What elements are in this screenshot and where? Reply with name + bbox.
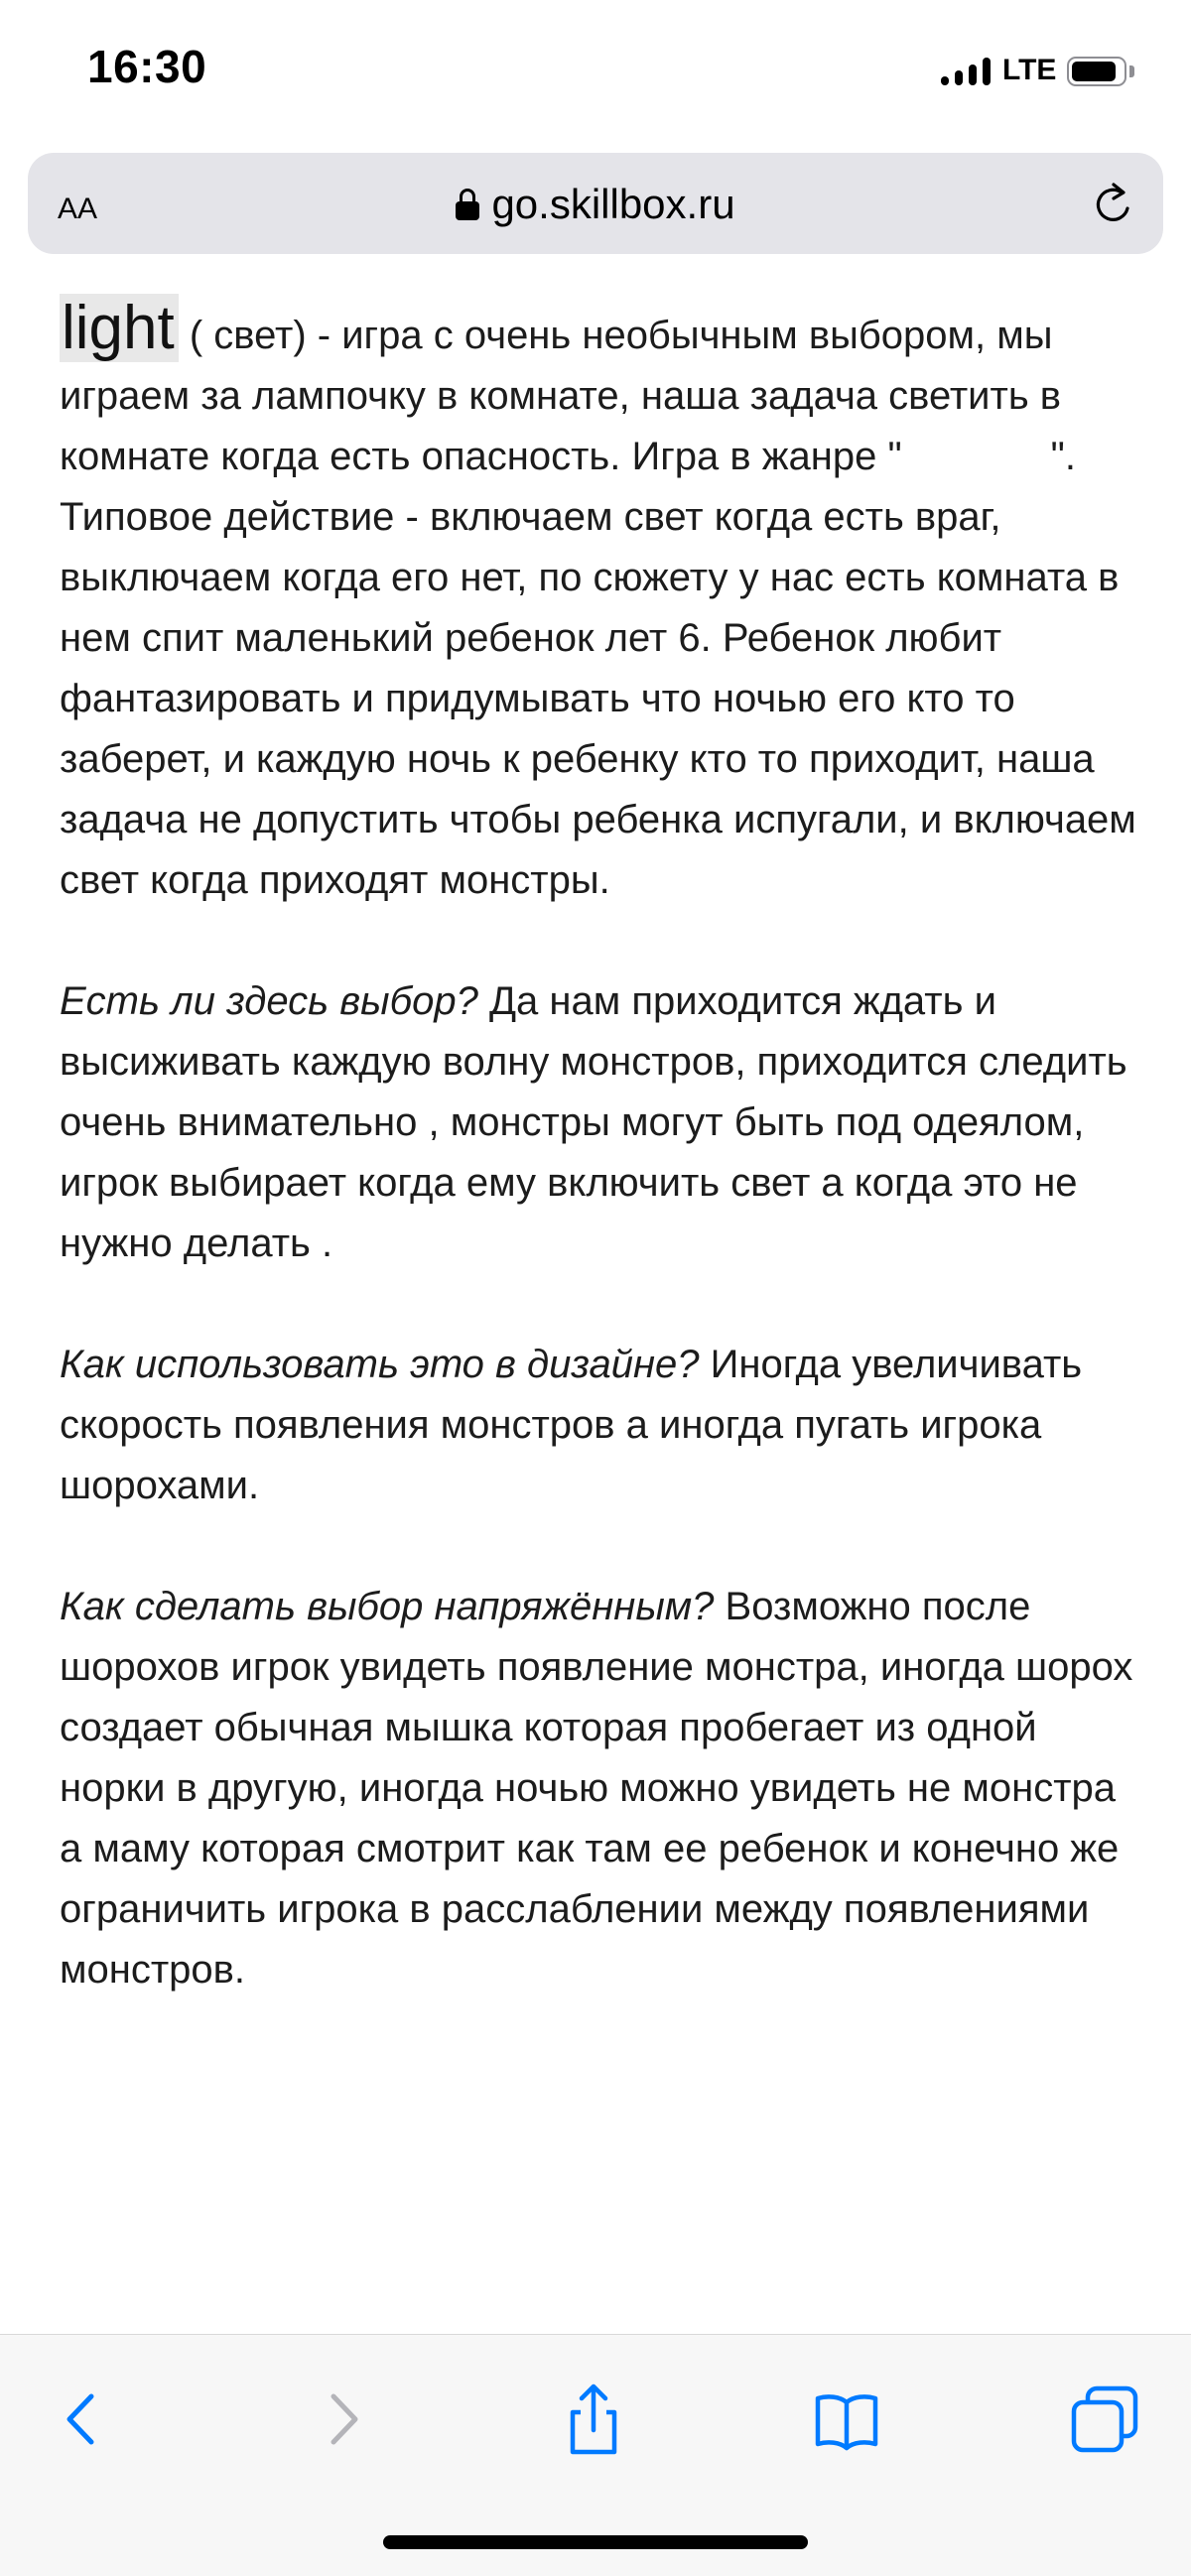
text-size-label: AA: [58, 193, 98, 225]
tabs-icon[interactable]: [1060, 2375, 1149, 2464]
paragraph-choice: [60, 971, 1141, 1274]
question-choice: Есть ли здесь выбор?: [60, 979, 478, 1023]
paragraph-tension: [60, 1577, 1141, 2000]
lock-icon: [456, 189, 479, 220]
reload-icon[interactable]: [1088, 179, 1139, 230]
address-bar[interactable]: [28, 153, 1163, 254]
question-tension: Как сделать выбор напряжённым?: [60, 1585, 715, 1628]
article-content: [60, 294, 1141, 2000]
status-bar: [0, 0, 1191, 139]
back-icon[interactable]: [40, 2375, 129, 2464]
status-time: 16:30: [87, 41, 207, 92]
answer-choice: Да нам приходится ждать и высиживать каждую волну монстров, приходится следить очень внимательно , монстры могут быть под одеялом, игрок выбирает когда ему включить свет а когда это не нужно делать .: [60, 979, 1127, 1265]
battery-level: [1072, 62, 1116, 81]
url-domain: go.skillbox.ru: [491, 181, 735, 227]
paragraph-intro: [60, 294, 1141, 911]
highlighted-word: light: [60, 294, 179, 362]
battery-icon: [1067, 57, 1126, 86]
bookmarks-icon[interactable]: [802, 2375, 891, 2464]
network-type: LTE: [1002, 54, 1057, 86]
answer-design: Иногда увеличивать скорость появления монстров а иногда пугать игрока шорохами.: [60, 1343, 1083, 1507]
intro-text-a: ( свет) - игра с очень необычным выбором, мы играем за лампочку в комнате, наша задача светить в комнате когда есть опасность. Игра в жанре ": [60, 314, 1062, 478]
url-display[interactable]: [28, 181, 1163, 228]
share-icon[interactable]: [549, 2375, 638, 2464]
battery-cap: [1129, 65, 1134, 77]
forward-icon[interactable]: [296, 2375, 385, 2464]
intro-text-b: ". Типовое действие - включаем свет когда есть враг, выключаем когда его нет, по сюжету у нас есть комната в нем спит маленький ребенок лет 6. Ребенок любит фантазировать и придумывать что ночью его кто то заберет, и каждую ночь к ребенку кто то приходит, наша задача не допустить чтобы ребенка испугали, и включаем свет когда приходят монстры.: [60, 435, 1136, 902]
home-indicator: [383, 2535, 808, 2549]
paragraph-design: [60, 1335, 1141, 1516]
cellular-signal-icon: [941, 58, 992, 85]
answer-tension: Возможно после шорохов игрок увидеть появление монстра, иногда шорох создает обычная мышка которая пробегает из одной норки в другую, иногда ночью можно увидеть не монстра а маму которая смотрит как там ее ребенок и конечно же ограничить игрока в расслаблении между появлениями монстров.: [60, 1585, 1133, 1992]
question-design: Как использовать это в дизайне?: [60, 1343, 700, 1386]
